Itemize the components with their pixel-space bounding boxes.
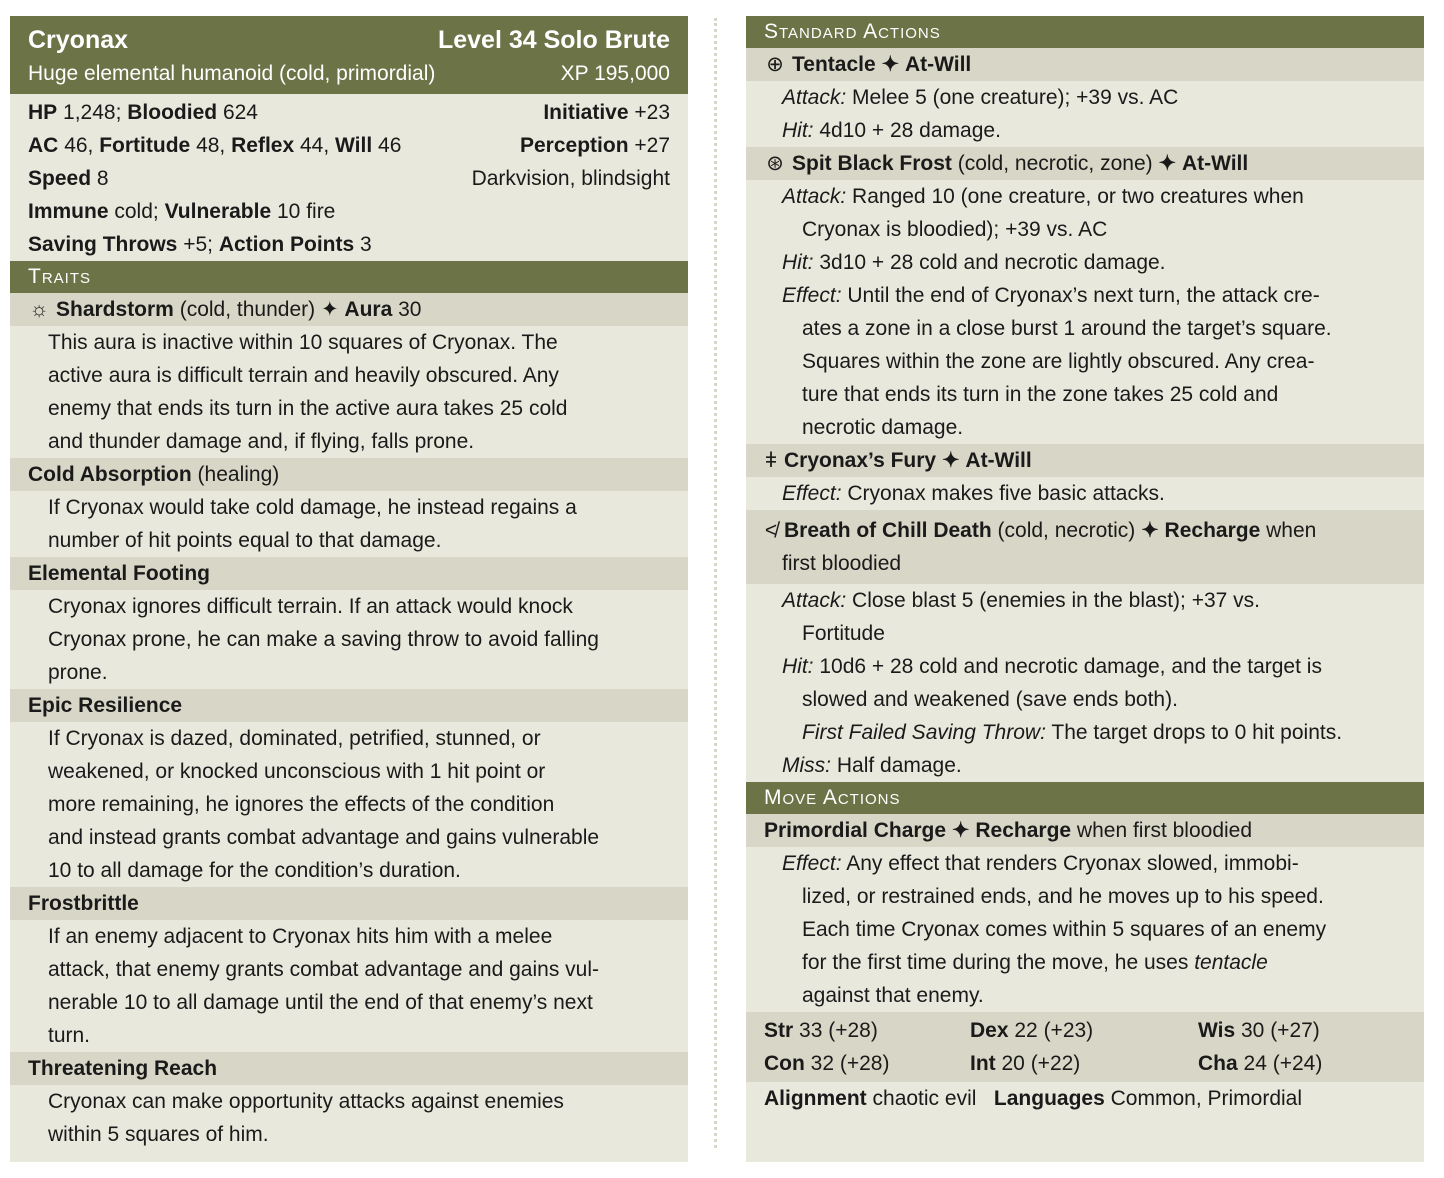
melee-icon: ⊕ bbox=[766, 53, 784, 76]
cha-label: Cha bbox=[1198, 1051, 1238, 1075]
effect-text-cont: Each time Cryonax comes within 5 squares of an enemy bbox=[802, 918, 1327, 941]
languages-label: Languages bbox=[993, 1086, 1105, 1110]
text-line: Cryonax ignores difficult terrain. If an attack would knock bbox=[48, 595, 573, 618]
trait-elemental-footing-header bbox=[10, 557, 688, 590]
perception-value: +27 bbox=[634, 133, 670, 157]
con-value: 32 (+28) bbox=[810, 1051, 890, 1075]
vulnerable-value: 10 fire bbox=[277, 199, 336, 223]
initiative-label: Initiative bbox=[543, 100, 629, 124]
attack-line bbox=[782, 584, 1406, 617]
monster-level: Level 34 Solo Brute bbox=[437, 25, 670, 54]
effect-text-cont: against that enemy. bbox=[802, 984, 984, 1007]
abilities-row-1 bbox=[764, 1014, 1406, 1047]
attack-text-cont: Cryonax is bloodied); +39 vs. AC bbox=[802, 218, 1108, 241]
miss-label: Miss: bbox=[782, 754, 831, 777]
text-line: and thunder damage and, if flying, falls prone. bbox=[48, 430, 475, 453]
initiative-value: +23 bbox=[634, 100, 670, 124]
speed-value: 8 bbox=[96, 166, 109, 190]
trait-cold-absorption-header bbox=[10, 458, 688, 491]
trait-name: Shardstorm bbox=[56, 297, 174, 321]
trait-threatening-reach-text bbox=[10, 1085, 688, 1151]
ffst-line bbox=[782, 716, 1406, 749]
separator-icon: ✦ bbox=[941, 449, 960, 472]
trait-elemental-footing-text bbox=[10, 590, 688, 689]
con-label: Con bbox=[764, 1051, 805, 1075]
text-line: If an enemy adjacent to Cryonax hits him with a melee bbox=[48, 925, 553, 948]
power-name: Breath of Chill Death bbox=[784, 519, 992, 542]
trait-keywords: (healing) bbox=[197, 462, 280, 486]
separator-icon: ✦ bbox=[881, 53, 900, 76]
separator-icon: ✦ bbox=[320, 298, 339, 321]
effect-text-part: for the first time during the move, he uses bbox=[802, 951, 1189, 974]
monster-name: Cryonax bbox=[28, 25, 129, 54]
trait-name: Threatening Reach bbox=[28, 1056, 218, 1080]
aura-value: 30 bbox=[398, 297, 422, 321]
int-value: 20 (+22) bbox=[1001, 1051, 1081, 1075]
attack-label: Attack: bbox=[782, 86, 847, 109]
ap-label: Action Points bbox=[218, 232, 355, 256]
effect-line bbox=[782, 279, 1406, 312]
power-keywords: (cold, necrotic, zone) bbox=[957, 151, 1153, 175]
senses: Darkvision, blindsight bbox=[471, 166, 670, 190]
will-label: Will bbox=[335, 133, 373, 157]
attack-label: Attack: bbox=[782, 589, 847, 612]
ac-label: AC bbox=[28, 133, 59, 157]
int-label: Int bbox=[970, 1051, 996, 1075]
languages-value: Common, Primordial bbox=[1110, 1086, 1303, 1110]
trait-name: Frostbrittle bbox=[28, 891, 139, 915]
attack-label: Attack: bbox=[782, 185, 847, 208]
trait-frostbrittle-header bbox=[10, 887, 688, 920]
abilities-section bbox=[746, 1012, 1424, 1082]
text-line: active aura is difficult terrain and heavily obscured. Any bbox=[48, 364, 559, 387]
text-line: number of hit points equal to that damage. bbox=[48, 529, 442, 552]
power-fury-text bbox=[746, 477, 1424, 510]
will-value: 46 bbox=[378, 133, 402, 157]
separator-icon: ✦ bbox=[1141, 519, 1159, 542]
saves-value: +5; bbox=[183, 232, 213, 256]
hit-label: Hit: bbox=[782, 119, 814, 142]
ffst-label: First Failed Saving Throw: bbox=[802, 721, 1046, 744]
str-value: 33 (+28) bbox=[799, 1018, 878, 1042]
text-line: If Cryonax would take cold damage, he instead regains a bbox=[48, 496, 577, 519]
power-spit-header bbox=[746, 147, 1424, 180]
power-breath-text bbox=[746, 584, 1424, 782]
effect-line bbox=[782, 847, 1406, 880]
dex-label: Dex bbox=[970, 1018, 1009, 1042]
effect-text-cont bbox=[782, 946, 1406, 979]
hp-value: 1,248; bbox=[63, 100, 122, 124]
hp-label: HP bbox=[28, 100, 58, 124]
text-line: This aura is inactive within 10 squares of Cryonax. The bbox=[48, 331, 558, 354]
trait-name: Cold Absorption bbox=[28, 462, 192, 486]
perception-label: Perception bbox=[520, 133, 629, 157]
ref-label: Reflex bbox=[231, 133, 295, 157]
separator-icon: ✦ bbox=[951, 819, 970, 842]
effect-label: Effect: bbox=[782, 482, 842, 505]
trait-cold-absorption-text bbox=[10, 491, 688, 557]
trait-keywords: (cold, thunder) bbox=[179, 297, 316, 321]
text-line: 10 to all damage for the condition’s duration. bbox=[48, 859, 461, 882]
cha-value: 24 (+24) bbox=[1243, 1051, 1323, 1075]
immune-label: Immune bbox=[28, 199, 109, 223]
effect-text-cont: ture that ends its turn in the zone takes 25 cold and bbox=[802, 383, 1279, 406]
wis-label: Wis bbox=[1198, 1018, 1236, 1042]
attack-text: Ranged 10 (one creature, or two creatures when bbox=[852, 185, 1304, 208]
attack-text: Melee 5 (one creature); +39 vs. AC bbox=[852, 86, 1179, 109]
trait-threatening-reach-header bbox=[10, 1052, 688, 1085]
left-column bbox=[10, 16, 688, 1162]
text-line: more remaining, he ignores the effects of the condition bbox=[48, 793, 555, 816]
power-spit-text bbox=[746, 180, 1424, 444]
hit-line bbox=[782, 114, 1406, 147]
effect-text-cont: ates a zone in a close burst 1 around the target’s square. bbox=[802, 317, 1332, 340]
power-charge-text bbox=[746, 847, 1424, 1012]
effect-power-ref: tentacle bbox=[1194, 951, 1268, 974]
trait-shardstorm-header bbox=[10, 293, 688, 326]
ref-value: 44, bbox=[299, 133, 330, 157]
monster-xp: XP 195,000 bbox=[560, 62, 670, 85]
fury-icon: ǂ bbox=[764, 448, 778, 472]
effect-label: Effect: bbox=[782, 284, 842, 307]
alignment-label: Alignment bbox=[764, 1086, 867, 1110]
abilities-row-2 bbox=[764, 1047, 1406, 1080]
effect-text-cont: Squares within the zone are lightly obscured. Any crea- bbox=[802, 350, 1315, 373]
ac-value: 46, bbox=[64, 133, 94, 157]
text-line: turn. bbox=[48, 1024, 91, 1047]
power-tentacle-header bbox=[746, 48, 1424, 81]
text-line: Cryonax prone, he can make a saving throw to avoid falling bbox=[48, 628, 599, 651]
effect-text: Cryonax makes five basic attacks. bbox=[847, 482, 1165, 505]
recharge-condition: when first bloodied bbox=[1076, 818, 1253, 842]
saves-label: Saving Throws bbox=[28, 232, 178, 256]
power-fury-header bbox=[746, 444, 1424, 477]
dex-value: 22 (+23) bbox=[1014, 1018, 1094, 1042]
aura-label: Aura bbox=[344, 297, 393, 321]
move-actions-band: Move Actions bbox=[746, 782, 1424, 814]
recharge-condition-cont: first bloodied bbox=[782, 552, 902, 575]
hit-label: Hit: bbox=[782, 251, 814, 274]
wis-value: 30 (+27) bbox=[1241, 1018, 1320, 1042]
trait-name: Epic Resilience bbox=[28, 693, 183, 717]
stats-row-defenses bbox=[28, 129, 670, 162]
miss-line bbox=[782, 749, 1406, 782]
column-divider bbox=[714, 18, 717, 1148]
bloodied-label: Bloodied bbox=[127, 100, 218, 124]
attack-text-cont: Fortitude bbox=[802, 622, 885, 645]
effect-text: Any effect that renders Cryonax slowed, immobi- bbox=[846, 852, 1299, 875]
speed-label: Speed bbox=[28, 166, 92, 190]
text-line: within 5 squares of him. bbox=[48, 1123, 269, 1146]
attack-text: Close blast 5 (enemies in the blast); +37 vs. bbox=[852, 589, 1260, 612]
power-keywords: (cold, necrotic) bbox=[997, 519, 1136, 542]
trait-frostbrittle-text bbox=[10, 920, 688, 1052]
power-usage: At-Will bbox=[904, 52, 972, 76]
alignment-row bbox=[764, 1082, 1406, 1115]
text-line: If Cryonax is dazed, dominated, petrified, stunned, or bbox=[48, 727, 541, 750]
ranged-icon: ⊛ bbox=[766, 152, 784, 175]
power-usage: At-Will bbox=[1181, 151, 1249, 175]
text-line: nerable 10 to all damage until the end of that enemy’s next bbox=[48, 991, 593, 1014]
fort-label: Fortitude bbox=[99, 133, 191, 157]
stats-row-immune bbox=[28, 195, 670, 228]
stats-section bbox=[10, 94, 688, 261]
stat-block-header bbox=[10, 16, 688, 94]
separator-icon: ✦ bbox=[1158, 152, 1177, 175]
power-recharge: Recharge bbox=[1164, 519, 1261, 542]
hit-line bbox=[782, 650, 1406, 683]
power-usage: At-Will bbox=[965, 448, 1032, 472]
hit-label: Hit: bbox=[782, 655, 814, 678]
effect-text-cont: necrotic damage. bbox=[802, 416, 964, 439]
stats-row-speed bbox=[28, 162, 670, 195]
text-line: weakened, or knocked unconscious with 1 hit point or bbox=[48, 760, 546, 783]
alignment-value: chaotic evil bbox=[872, 1086, 977, 1110]
text-line: prone. bbox=[48, 661, 108, 684]
ap-value: 3 bbox=[360, 232, 372, 256]
vulnerable-label: Vulnerable bbox=[164, 199, 272, 223]
text-line: Cryonax can make opportunity attacks against enemies bbox=[48, 1090, 564, 1113]
hit-text: 4d10 + 28 damage. bbox=[819, 119, 1001, 142]
hit-text: 10d6 + 28 cold and necrotic damage, and the target is bbox=[819, 655, 1322, 678]
power-tentacle-text bbox=[746, 81, 1424, 147]
attack-line bbox=[782, 81, 1406, 114]
trait-epic-resilience-text bbox=[10, 722, 688, 887]
power-recharge: Recharge bbox=[975, 818, 1072, 842]
power-charge-header bbox=[746, 814, 1424, 847]
standard-actions-band: Standard Actions bbox=[746, 16, 1424, 48]
attack-line bbox=[782, 180, 1406, 213]
str-label: Str bbox=[764, 1018, 794, 1042]
power-name: Spit Black Frost bbox=[792, 151, 952, 175]
miss-text: Half damage. bbox=[836, 754, 962, 777]
aura-icon: ☼ bbox=[29, 297, 49, 321]
trait-name: Elemental Footing bbox=[28, 561, 211, 585]
fort-value: 48, bbox=[196, 133, 226, 157]
traits-band: Traits bbox=[10, 261, 688, 293]
trait-shardstorm-text bbox=[10, 326, 688, 458]
trait-epic-resilience-header bbox=[10, 689, 688, 722]
effect-text: Until the end of Cryonax’s next turn, the attack cre- bbox=[847, 284, 1320, 307]
text-line: attack, that enemy grants combat advantage and gains vul- bbox=[48, 958, 599, 981]
right-column bbox=[746, 16, 1424, 1162]
immune-value: cold; bbox=[114, 199, 159, 223]
power-name: Cryonax’s Fury bbox=[784, 448, 937, 472]
hit-line bbox=[782, 246, 1406, 279]
text-line: enemy that ends its turn in the active aura takes 25 cold bbox=[48, 397, 568, 420]
effect-text-cont: lized, or restrained ends, and he moves up to his speed. bbox=[802, 885, 1324, 908]
power-breath-header bbox=[746, 510, 1424, 584]
stats-row-hp bbox=[28, 96, 670, 129]
power-name: Primordial Charge bbox=[764, 818, 947, 842]
hit-text-cont: slowed and weakened (save ends both). bbox=[802, 688, 1178, 711]
hit-text: 3d10 + 28 cold and necrotic damage. bbox=[819, 251, 1166, 274]
close-blast-icon: ≮ bbox=[764, 519, 778, 542]
recharge-condition: when bbox=[1266, 519, 1317, 542]
effect-label: Effect: bbox=[782, 852, 842, 875]
stats-row-saves bbox=[28, 228, 670, 261]
ffst-text: The target drops to 0 hit points. bbox=[1051, 721, 1343, 744]
effect-line bbox=[782, 477, 1406, 510]
monster-type: Huge elemental humanoid (cold, primordial) bbox=[28, 62, 436, 85]
text-line: and instead grants combat advantage and gains vulnerable bbox=[48, 826, 600, 849]
power-name: Tentacle bbox=[792, 52, 876, 76]
bloodied-value: 624 bbox=[222, 100, 258, 124]
